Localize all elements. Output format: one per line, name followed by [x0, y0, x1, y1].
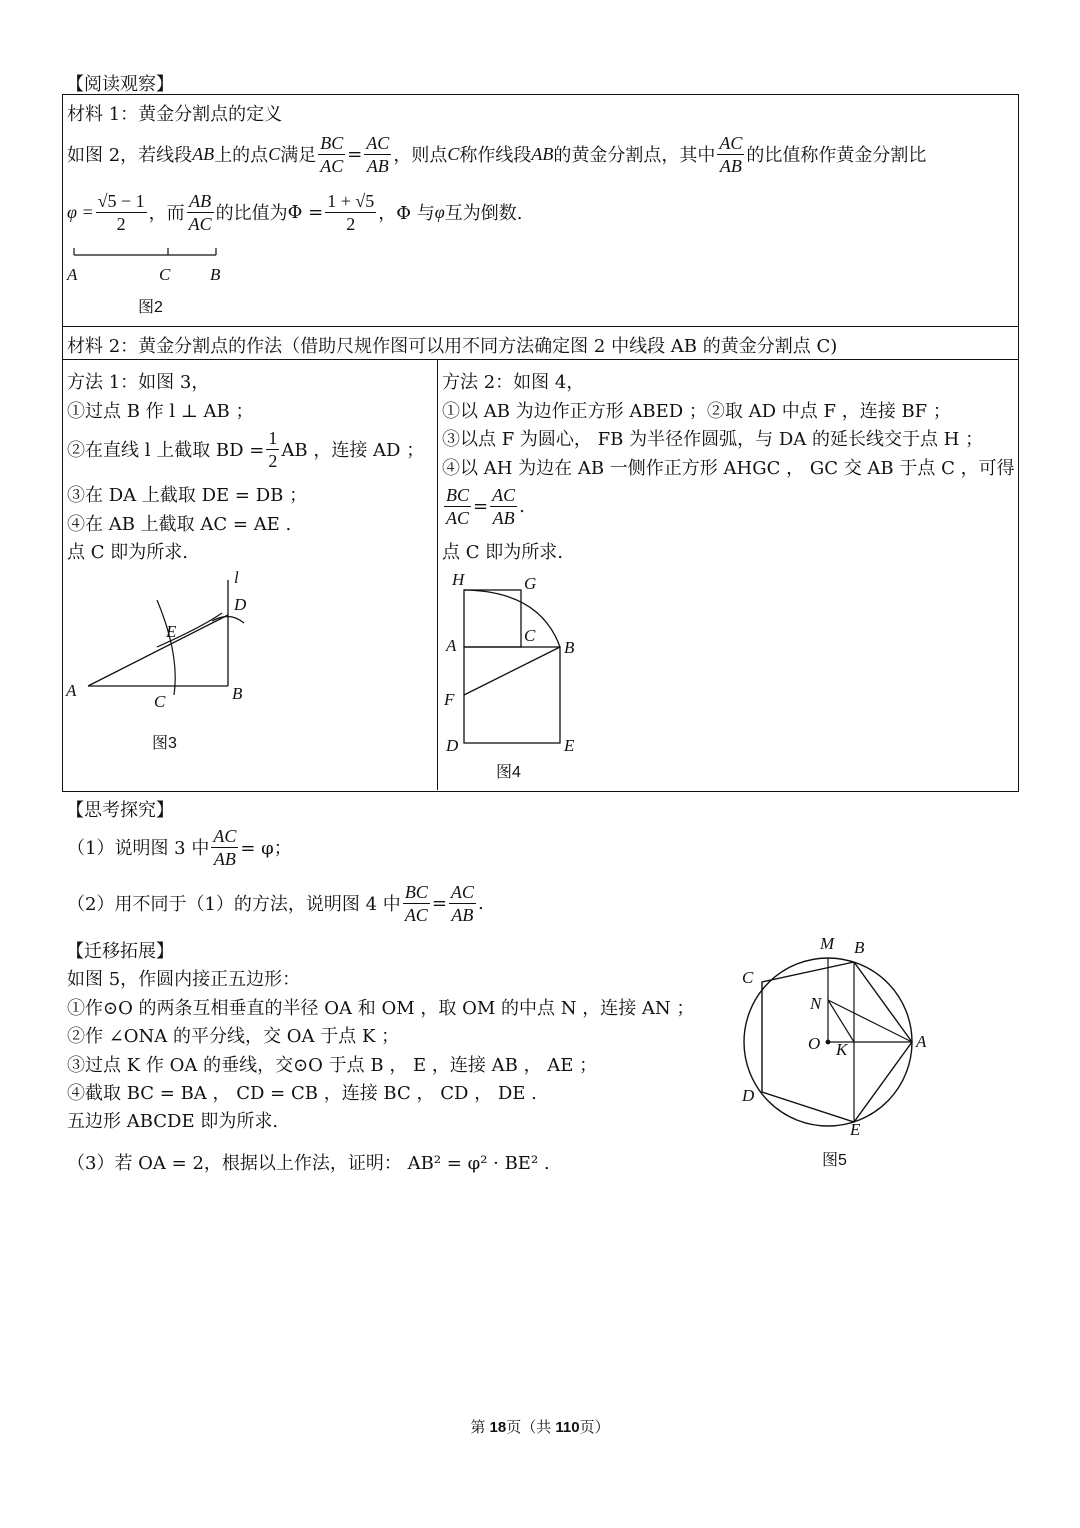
point-label: C: [742, 968, 754, 987]
figure-3: [62, 565, 262, 760]
method2-step1: ①以 AB 为边作正方形 ABED ；②取 AD 中点 F ，连接 BF ；: [442, 401, 951, 422]
material1-title: 材料 1：黄金分割点的定义: [67, 104, 283, 125]
question-3: （3）若 OA = 2，根据以上作法，证明： AB² = φ² · BE² .: [67, 1153, 550, 1174]
extension-step2: ②作 ∠ONA 的平分线，交 OA 于点 K ；: [67, 1026, 400, 1047]
extension-step3: ③过点 K 作 OA 的垂线，交⊙O 于点 B ， E ，连接 AB ， AE ；: [67, 1055, 598, 1076]
table-divider: [437, 359, 438, 790]
point-label: C: [524, 626, 536, 645]
method2-result: $\frac{BC}{AC}$ = $\frac{AC}{AB}$ .: [446, 484, 525, 528]
fraction-half: $\frac{1}{2}$: [268, 427, 278, 471]
method1-step1: ①过点 B 作 l ⊥ AB ；: [67, 401, 254, 422]
fraction-ac-ab: $\frac{AC}{AB}$: [492, 484, 516, 528]
point-label: G: [524, 574, 537, 593]
point-label: C: [159, 265, 171, 284]
fraction-ac-ab: $\frac{AC}{AB}$: [213, 825, 237, 869]
method2-title: 方法 2：如图 4，: [442, 372, 585, 393]
fraction-Phi: $\frac{1 + √5}{2}$: [327, 190, 375, 234]
point-label: B: [854, 938, 865, 957]
extension-step1: ①作⊙O 的两条互相垂直的半径 OA 和 OM ，取 OM 的中点 N ，连接 AN ；: [67, 998, 695, 1019]
material2-title: 材料 2：黄金分割点的作法（借助尺规作图可以用不同方法确定图 2 中线段 AB 的黄金分割点 C): [67, 336, 838, 357]
point-label: D: [234, 595, 247, 614]
point-label: C: [154, 692, 166, 711]
question-1: （1）说明图 3 中 $\frac{AC}{AB}$ = φ；: [67, 825, 292, 869]
section-extension: 【迁移拓展】: [66, 941, 174, 962]
question-2: （2）用不同于（1）的方法，说明图 4 中 $\frac{BC}{AC}$ = $\frac{AC}{AB}$ .: [67, 881, 484, 925]
material1-definition: 如图 2，若线段 AB 上的点 C 满足 $\frac{BC}{AC}$ = $\frac{AC}{AB}$ ，则点 C 称作线段 AB 的黄金分割点，其中 $\frac{AC}{AB}$ 的比值称作黄金分割比: [67, 132, 927, 176]
section-thinking: 【思考探究】: [66, 800, 174, 821]
point-label: D: [446, 736, 459, 755]
point-label: F: [444, 690, 455, 709]
point-label: B: [210, 265, 221, 284]
fraction-ac-ab: $\frac{AC}{AB}$: [450, 881, 474, 925]
table-divider: [62, 359, 1018, 360]
point-label: A: [916, 1032, 927, 1051]
point-label: A: [66, 681, 77, 700]
point-label: K: [836, 1040, 848, 1059]
point-label: N: [810, 994, 822, 1013]
point-label: A: [67, 265, 78, 284]
fraction-ab-ac: $\frac{AB}{AC}$: [188, 190, 212, 234]
material1-ratio: φ = $\frac{√5 - 1}{2}$ ，而 $\frac{AB}{AC}$ 的比值为 Φ = $\frac{1 + √5}{2}$ ，Φ 与 φ 互为倒数.: [67, 190, 523, 234]
point-label: A: [446, 636, 457, 655]
figure-caption: 图5: [822, 1152, 847, 1169]
fraction-phi: $\frac{√5 - 1}{2}$: [97, 190, 145, 234]
figure-2: [64, 240, 244, 320]
figure-caption: 图2: [138, 299, 163, 316]
method1-title: 方法 1：如图 3，: [67, 372, 210, 393]
figure-caption: 图3: [152, 735, 177, 752]
figure-4: [440, 565, 600, 785]
point-label: l: [234, 568, 239, 587]
figure-5: [730, 925, 950, 1175]
fraction-ac-ab: $\frac{AC}{AB}$: [719, 132, 743, 176]
fraction-ac-ab: $\frac{AC}{AB}$: [366, 132, 390, 176]
point-label: E: [166, 622, 177, 641]
figure-caption: 图4: [496, 764, 521, 781]
point-label: O: [808, 1034, 821, 1053]
section-reading: 【阅读观察】: [66, 74, 174, 95]
fraction-bc-ac: $\frac{BC}{AC}$: [404, 881, 428, 925]
method1-step4: ④在 AB 上截取 AC = AE .: [67, 514, 292, 535]
fraction-bc-ac: $\frac{BC}{AC}$: [446, 484, 470, 528]
point-label: B: [232, 684, 243, 703]
method2-step3: ④以 AH 为边在 AB 一侧作正方形 AHGC ， GC 交 AB 于点 C ，可得: [442, 458, 1015, 479]
point-label: H: [452, 570, 465, 589]
extension-step4: ④截取 BC = BA ， CD = CB ，连接 BC ， CD ， DE .: [67, 1083, 537, 1104]
page-footer: 第 18页（共 110页）: [470, 1419, 610, 1436]
method1-conclusion: 点 C 即为所求.: [67, 542, 188, 563]
method2-step2: ③以点 F 为圆心， FB 为半径作圆弧，与 DA 的延长线交于点 H ；: [442, 429, 984, 450]
point-label: B: [564, 638, 575, 657]
method1-step3: ③在 DA 上截取 DE = DB ；: [67, 485, 308, 506]
table-divider: [62, 326, 1018, 327]
extension-conclusion: 五边形 ABCDE 即为所求.: [67, 1111, 279, 1132]
method1-step2: ②在直线 l 上截取 BD = $\frac{1}{2}$ AB ，连接 AD ；: [67, 427, 425, 471]
point-label: E: [564, 736, 575, 755]
point-label: E: [850, 1120, 861, 1139]
fraction-bc-ac: $\frac{BC}{AC}$: [320, 132, 344, 176]
extension-intro: 如图 5，作圆内接正五边形：: [67, 969, 301, 990]
method2-conclusion: 点 C 即为所求.: [442, 542, 563, 563]
point-label: M: [820, 934, 835, 953]
point-label: D: [742, 1086, 755, 1105]
